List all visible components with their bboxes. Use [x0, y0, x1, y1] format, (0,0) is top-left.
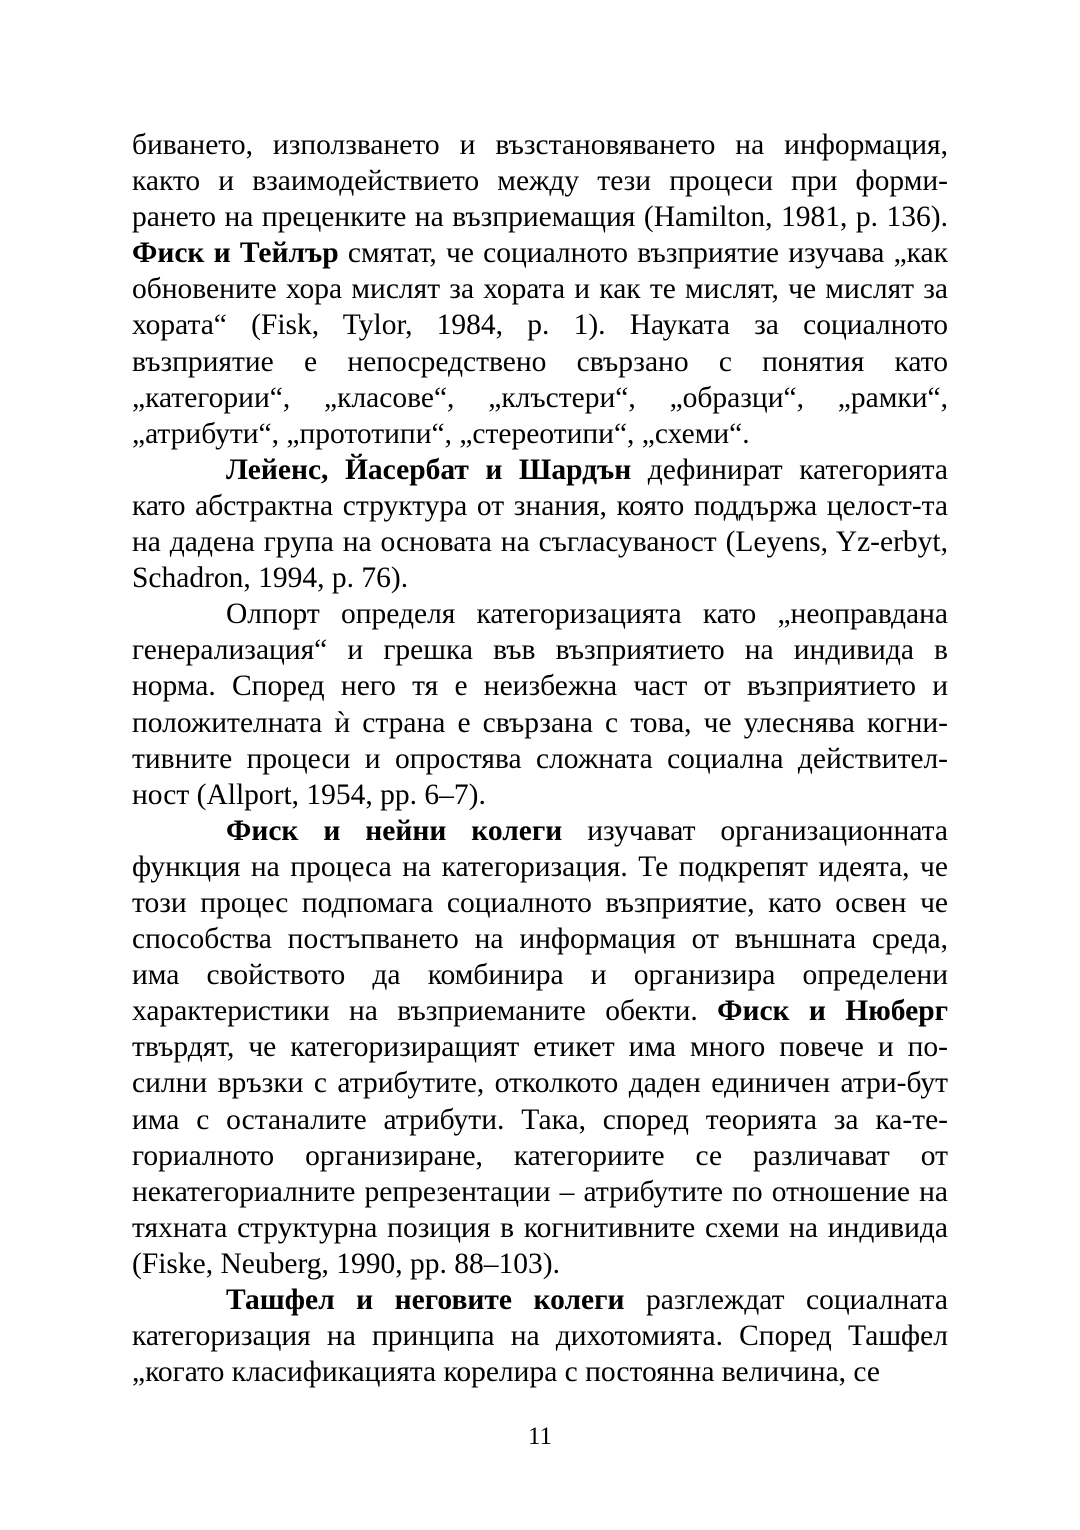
text-run: Олпорт определя категоризацията като „неоправдана генерализация“ и грешка във възприятието на индивида в норма. Според него тя е неизбежна част от възприятието и положителната ѝ страна е свързана с това, че улеснява когни-тивните процеси и опростява сложната социална действител-ност (Allport, 1954, pp. 6–7). [132, 598, 948, 811]
paragraph-1 [132, 127, 948, 452]
text-run: изучават организационната функция на процеса на категоризация. Те подкрепят идеята, че този процес подпомага социалното възприятие, като освен че способства постъпването на информация от външната среда, има свойството да комбинира и организира определени характеристики на възприеманите обекти. [132, 814, 948, 1028]
page-body [132, 127, 948, 1390]
author-names-bold: Лейенс, Йасербат и Шардън [226, 453, 632, 486]
author-names-bold: Фиск и Нюберг [717, 995, 949, 1028]
text-run: дефинират категорията като абстрактна структура от знания, която поддържа целост-та на дадена група на основата на съгласуваност (Leyens, Yz-erbyt, Schadron, 1994, p. 76). [132, 453, 948, 595]
text-run: смятат, че социалното възприятие изучава „как обновените хора мислят за хората и как те мислят, че мислят за хората“ (Fisk, Tylor, 1984, p. 1). Науката за социалното възприятие е непосредствено свързано с понятия като „категории“, „класове“, „клъстери“, „образци“, „рамки“, „атрибути“, „прототипи“, „стереотипи“, „схеми“. [132, 237, 948, 450]
text-run: разглеждат социалната категоризация на принципа на дихотомията. Според Ташфел „когато класификацията корелира с постоянна величина, се [132, 1284, 948, 1389]
paragraph-4 [132, 813, 948, 1282]
author-names-bold: Фиск и нейни колеги [226, 814, 563, 847]
author-names-bold: Ташфел и неговите колеги [226, 1284, 625, 1316]
paragraph-2 [132, 452, 948, 596]
text-run: биването, използването и възстановяването на информация, както и взаимодействието между тези процеси при форми-рането на преценките на възприемащия (Hamilton, 1981, p. 136). [132, 129, 948, 234]
text-run: твърдят, че категоризиращият етикет има много повече и по-силни връзки с атрибутите, отколкото даден единичен атри-бут има с останалите атрибути. Така, според теорията за ка-те-гориалното организиране, категориите се различават от некатегориалните репрезентации – атрибутите по отношение на тяхната структурна позиция в когнитивните схеми на индивида (Fiske, Neuberg, 1990, pp. 88–103). [132, 1031, 948, 1280]
paragraph-5 [132, 1282, 948, 1390]
author-names-bold: Фиск и Тейлър [132, 237, 339, 270]
paragraph-3 [132, 596, 948, 813]
page-number: 11 [527, 1423, 553, 1450]
